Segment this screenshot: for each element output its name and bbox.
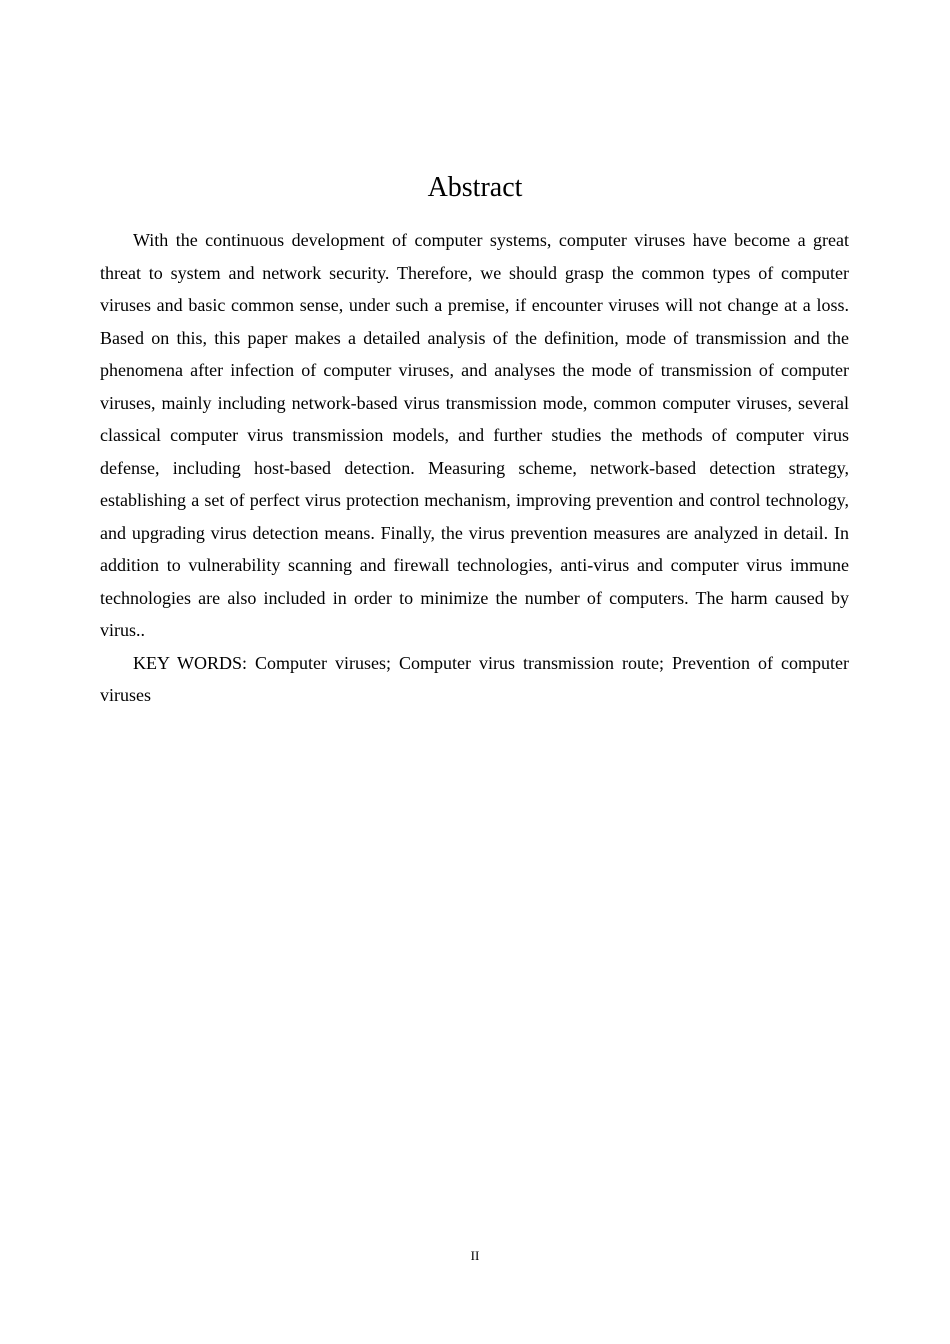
- abstract-body: With the continuous development of computer systems, computer viruses have become a great threat to system and network security. Therefore, we should grasp the common types of computer viruses and basic common sense, under such a premise, if encounter viruses will not change at a loss. Based on this, this paper makes a detailed analysis of the definition, mode of transmission and the phenomena after infection of computer viruses, and analyses the mode of transmission of computer viruses, mainly including network-based virus transmission mode, common computer viruses, several classical computer virus transmission models, and further studies the methods of computer virus defense, including host-based detection. Measuring scheme, network-based detection strategy, establishing a set of perfect virus protection mechanism, improving prevention and control technology, and upgrading virus detection means. Finally, the virus prevention measures are analyzed in detail. In addition to vulnerability scanning and firewall technologies, anti-virus and computer virus immune technologies are also included in order to minimize the number of computers. The harm caused by virus..: [100, 230, 849, 640]
- keywords-line: KEY WORDS: Computer viruses; Computer virus transmission route; Prevention of computer viruses: [100, 652, 849, 705]
- page-title: Abstract: [427, 172, 523, 203]
- abstract-content: [100, 224, 849, 712]
- page-number: II: [470, 1248, 480, 1263]
